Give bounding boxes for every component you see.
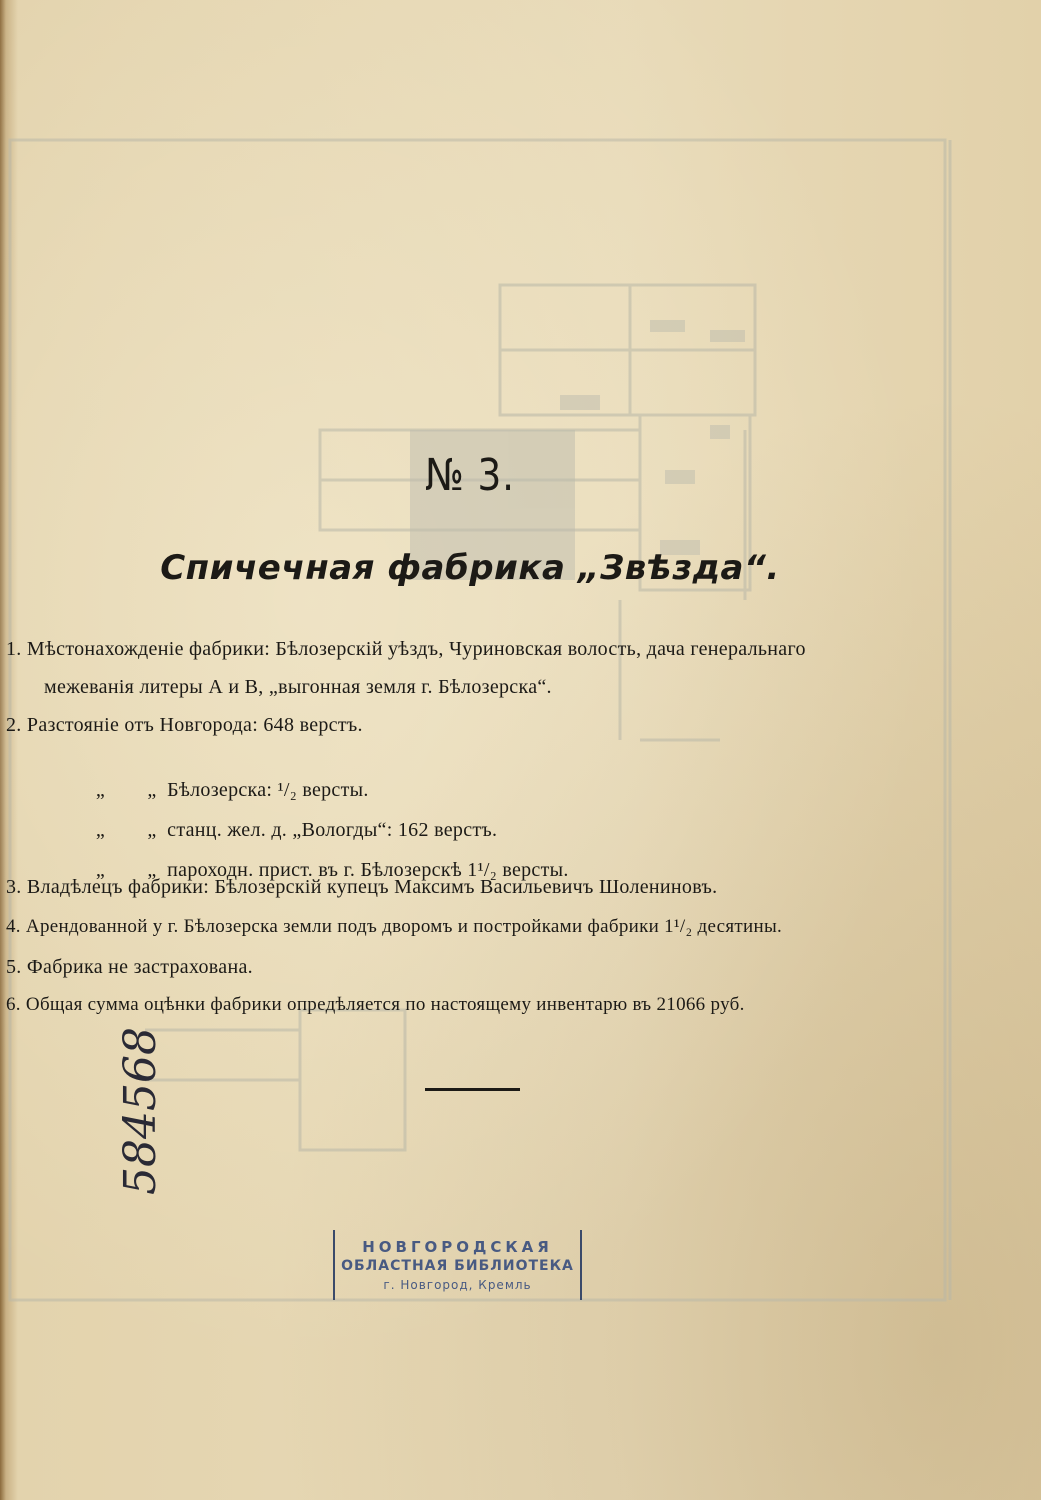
item-number: 6. bbox=[6, 994, 21, 1015]
item-text: Разстояніе отъ Новгорода: 648 верстъ. bbox=[26, 714, 363, 736]
handwritten-inventory-number: 584568 bbox=[115, 1027, 166, 1195]
stamp-line: г. Новгород, Кремль bbox=[383, 1278, 532, 1292]
item-number: 3. bbox=[6, 876, 22, 898]
stamp-line: НОВГОРОДСКАЯ bbox=[362, 1238, 553, 1256]
item-text: Мѣстонахожденіе фабрики: Бѣлозерскій уѣздъ, Чуриновская волость, дача генеральнаго bbox=[26, 638, 806, 660]
item-text: Фабрика не застрахована. bbox=[26, 956, 253, 978]
item-text: Общая сумма оцѣнки фабрики опредѣляется по настоящему инвентарю въ 21066 руб. bbox=[25, 994, 745, 1015]
list-item bbox=[6, 994, 745, 1016]
document-number: № 3. bbox=[425, 450, 515, 501]
item-text: „ „ Бѣлозерска: ¹/₂ версты. bbox=[95, 779, 369, 801]
item-text: Владѣлецъ фабрики: Бѣлозерскій купецъ Максимъ Васильевичъ Шолениновъ. bbox=[26, 876, 718, 898]
list-item bbox=[6, 916, 782, 938]
list-item bbox=[6, 876, 717, 899]
list-item bbox=[44, 676, 552, 699]
closing-rule bbox=[425, 1088, 520, 1091]
item-number: 2. bbox=[6, 714, 22, 736]
item-text: межеванія литеры А и В, „выгонная земля г. Бѣлозерска“. bbox=[44, 676, 552, 698]
item-text: „ „ станц. жел. д. „Вологды“: 162 верстъ. bbox=[95, 819, 498, 841]
item-number: 4. bbox=[6, 916, 21, 937]
item-text: „ „ пароходн. прист. въ г. Бѣлозерскѣ 1¹/₂ версты. bbox=[95, 859, 569, 881]
library-stamp bbox=[333, 1230, 582, 1300]
stamp-line: ОБЛАСТНАЯ БИБЛИОТЕКА bbox=[341, 1258, 574, 1274]
item-text: Арендованной у г. Бѣлозерска земли подъ дворомъ и постройками фабрики 1¹/₂ десятины. bbox=[25, 916, 783, 937]
list-item bbox=[6, 714, 363, 737]
list-item bbox=[6, 956, 253, 979]
item-number: 5. bbox=[6, 956, 22, 978]
list-item bbox=[6, 638, 806, 661]
factory-title: Спичечная фабрика „Звѣзда“. bbox=[160, 548, 780, 588]
item-number: 1. bbox=[6, 638, 22, 660]
